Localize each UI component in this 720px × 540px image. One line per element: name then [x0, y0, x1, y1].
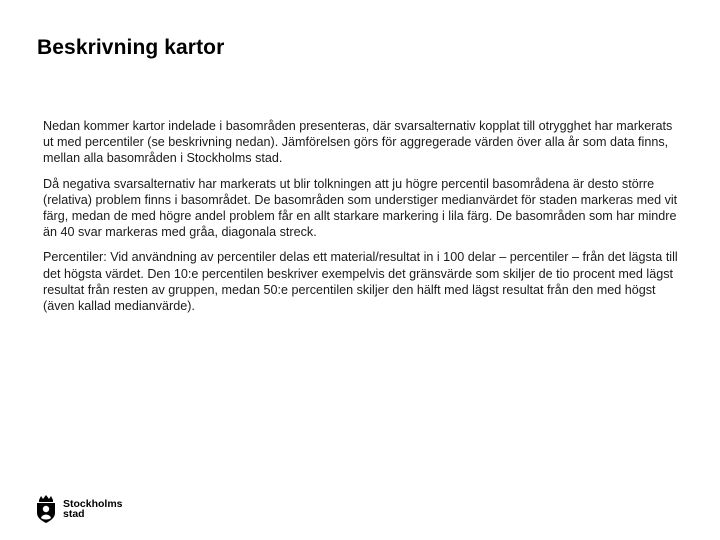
logo-wordmark: [63, 499, 123, 519]
stockholm-logo: [35, 494, 123, 524]
stockholm-crest-icon: [35, 494, 57, 524]
body-text: [43, 118, 683, 323]
logo-line-stockholms: Stockholms: [63, 498, 123, 510]
paragraph-intro: Nedan kommer kartor indelade i basområden presenteras, där svarsalternativ kopplat till otrygghet har markerats ut med percentiler (se beskrivning nedan). Jämförelsen görs för aggregerade värden över alla år som data finns, mellan alla basområden i Stockholms stad.: [43, 119, 673, 166]
slide-title: Beskrivning kartor: [37, 36, 225, 59]
logo-line-stad: stad: [63, 508, 85, 520]
paragraph-percentiles: Percentiler: Vid användning av percentiler delas ett material/resultat in i 100 delar – percentiler – från det lägsta till det högsta värdet. Den 10:e percentilen beskriver exempelvis det gränsvärde som skiljer de tio procent med lägst resultat från resten av gruppen, medan 50:e percentilen skiljer den hälft med lägst resultat från den med högst (även kallad medianvärde).: [43, 250, 678, 314]
paragraph-interpretation: Då negativa svarsalternativ har markerats ut blir tolkningen att ju högre percentil basområdena är desto större (relativa) problem finns i basområdet. De basområden som understiger medianvärdet för staden markeras med vit färg, medan de med högre andel problem får en allt starkare markering i lila färg. De basområden som har mindre än 40 svar markeras med gråa, diagonala streck.: [43, 176, 678, 240]
